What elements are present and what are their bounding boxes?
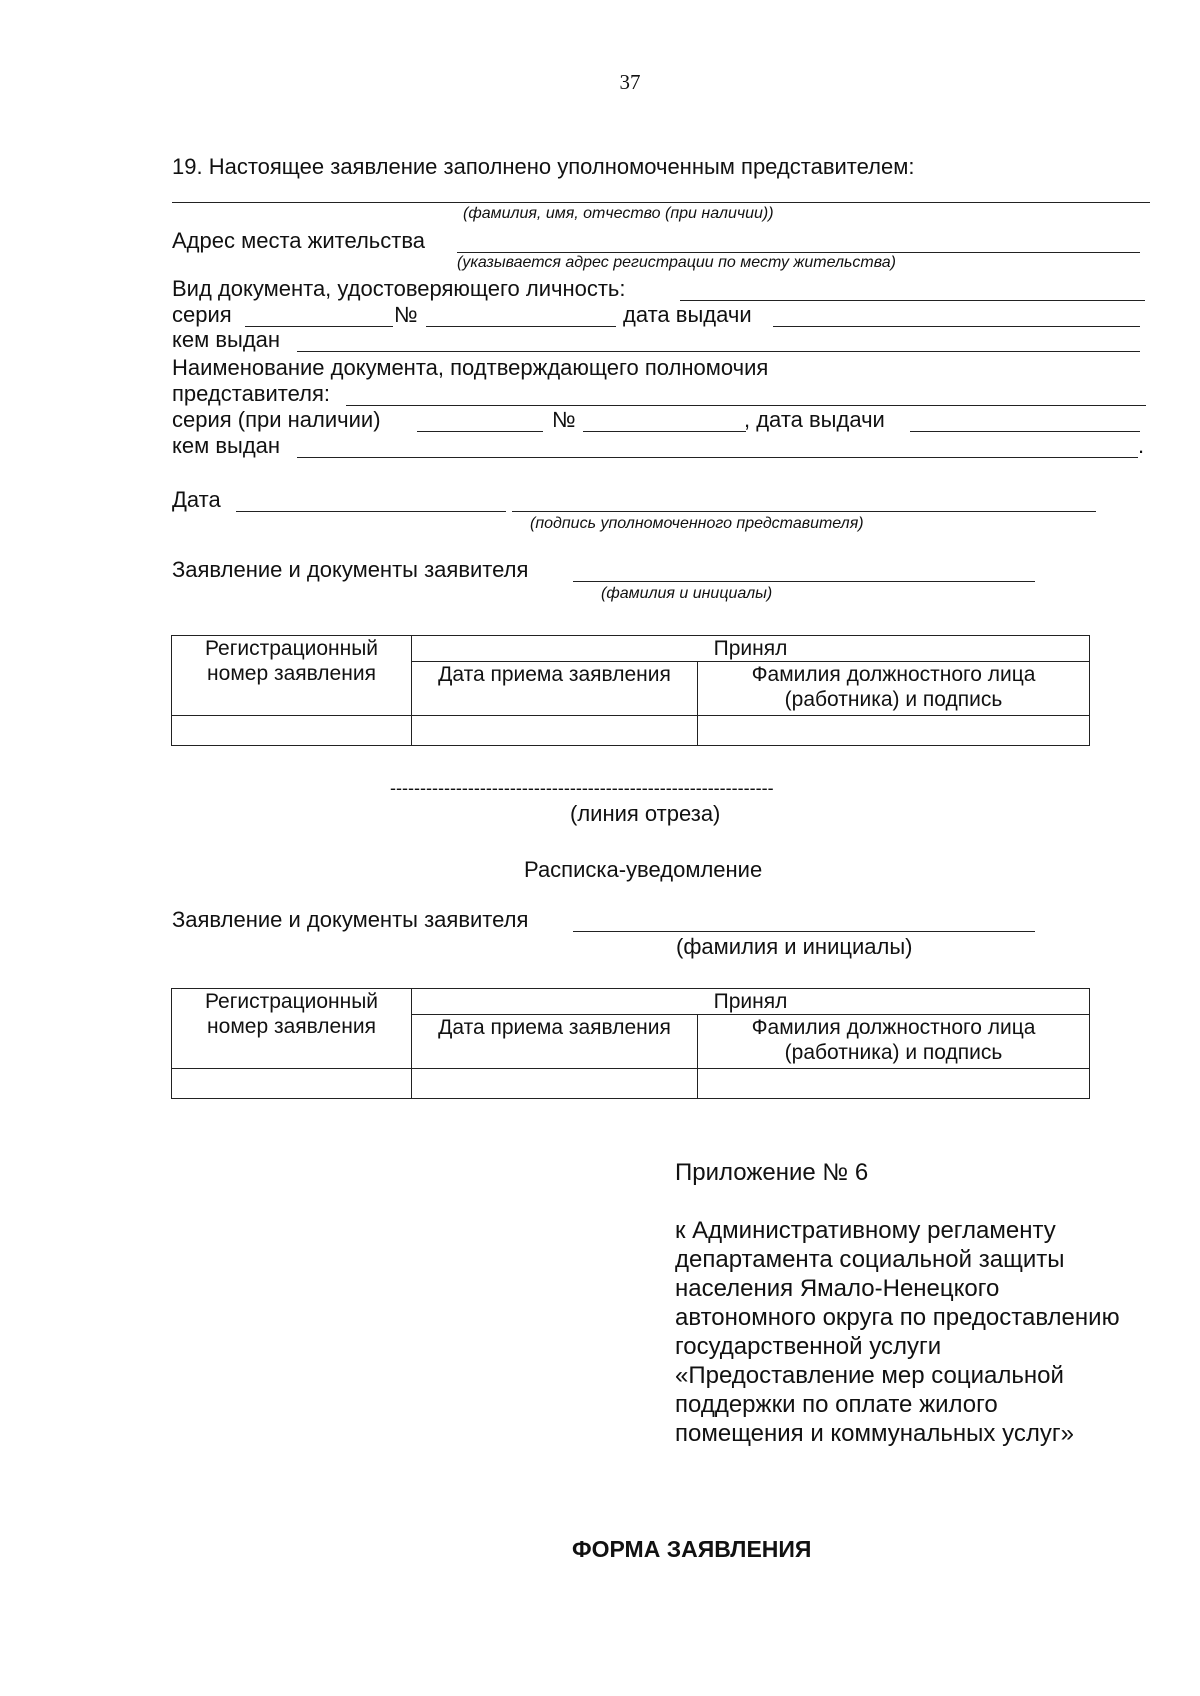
- cut-line: ----------------------------------------------------------------: [390, 778, 774, 798]
- official-header-2-line1: Фамилия должностного лица: [751, 1016, 1036, 1039]
- authority-issue-date-label: , дата выдачи: [744, 407, 885, 432]
- accepted-header: Принял: [412, 636, 1090, 662]
- receipt-title: Расписка-уведомление: [524, 857, 763, 882]
- appendix-title: Приложение № 6: [675, 1159, 869, 1186]
- authority-document-field[interactable]: [346, 405, 1146, 406]
- applicant-hint: (фамилия и инициалы): [601, 585, 773, 602]
- end-period: .: [1138, 433, 1145, 458]
- official-cell[interactable]: [698, 716, 1090, 746]
- applicant-hint-2: (фамилия и инициалы): [676, 934, 913, 959]
- official-header-2-line2: (работника) и подпись: [784, 1041, 1003, 1064]
- reg-number-header: [172, 636, 412, 716]
- cut-line-label: (линия отреза): [570, 801, 721, 826]
- form-title: ФОРМА ЗАЯВЛЕНИЯ: [572, 1536, 812, 1562]
- accepted-header-2: Принял: [412, 989, 1090, 1015]
- signature-hint: (подпись уполномоченного представителя): [530, 515, 864, 532]
- section-19-heading: 19. Настоящее заявление заполнено уполномоченным представителем:: [172, 154, 915, 179]
- applicant-name-field-2[interactable]: [573, 931, 1035, 932]
- reg-number-header-2-line1: Регистрационный: [204, 990, 379, 1013]
- reg-number-header-line1: Регистрационный: [204, 637, 379, 660]
- date-field[interactable]: [236, 511, 506, 512]
- issued-by-field[interactable]: [297, 351, 1140, 352]
- fio-hint: (фамилия, имя, отчество (при наличии)): [463, 205, 774, 222]
- address-label: Адрес места жительства: [172, 228, 426, 253]
- applicant-name-field[interactable]: [573, 581, 1035, 582]
- series-optional-label: серия (при наличии): [172, 407, 381, 432]
- applicant-label-2: Заявление и документы заявителя: [172, 907, 529, 932]
- applicant-label: Заявление и документы заявителя: [172, 557, 529, 582]
- number-label: №: [394, 302, 418, 327]
- representative-name-field[interactable]: [172, 202, 1150, 203]
- official-header-line1: Фамилия должностного лица: [751, 663, 1036, 686]
- authority-series-field[interactable]: [417, 431, 543, 432]
- issue-date-label: дата выдачи: [623, 302, 752, 327]
- reg-number-cell-2[interactable]: [172, 1069, 412, 1099]
- registration-table: [171, 635, 1090, 746]
- receipt-date-header-2: Дата приема заявления: [412, 1015, 698, 1069]
- authority-issue-date-field[interactable]: [910, 431, 1140, 432]
- issued-by-label: кем выдан: [172, 327, 281, 352]
- official-header: [698, 662, 1090, 716]
- issue-date-field[interactable]: [773, 326, 1140, 327]
- official-cell-2[interactable]: [698, 1069, 1090, 1099]
- number-field[interactable]: [426, 326, 616, 327]
- signature-field[interactable]: [512, 511, 1096, 512]
- official-header-2: [698, 1015, 1090, 1069]
- reg-number-header-2: [172, 989, 412, 1069]
- official-header-line2: (работника) и подпись: [784, 688, 1003, 711]
- address-hint: (указывается адрес регистрации по месту жительства): [457, 254, 896, 271]
- receipt-date-cell[interactable]: [412, 716, 698, 746]
- id-document-label: Вид документа, удостоверяющего личность:: [172, 276, 626, 301]
- reg-number-cell[interactable]: [172, 716, 412, 746]
- series-label: серия: [172, 302, 232, 327]
- representative-label: представителя:: [172, 381, 330, 406]
- address-field[interactable]: [457, 252, 1140, 253]
- authority-document-label: Наименование документа, подтверждающего полномочия: [172, 355, 769, 380]
- appendix-text: к Административному регламенту департамента социальной защиты населения Ямало-Ненецкого автономного округа по предоставлению государственной услуги «Предоставление мер социальной поддержки по оплате жилого помещения и коммунальных услуг»: [675, 1217, 1120, 1447]
- date-label: Дата: [172, 487, 221, 512]
- authority-number-label: №: [552, 407, 576, 432]
- registration-table-2: [171, 988, 1090, 1099]
- authority-number-field[interactable]: [583, 431, 746, 432]
- authority-issued-by-field[interactable]: [297, 457, 1138, 458]
- reg-number-header-line2: номер заявления: [207, 662, 376, 685]
- authority-issued-by-label: кем выдан: [172, 433, 281, 458]
- receipt-date-header: Дата приема заявления: [412, 662, 698, 716]
- id-document-field[interactable]: [680, 300, 1145, 301]
- page-number: 37: [619, 70, 641, 94]
- reg-number-header-2-line2: номер заявления: [207, 1015, 376, 1038]
- receipt-date-cell-2[interactable]: [412, 1069, 698, 1099]
